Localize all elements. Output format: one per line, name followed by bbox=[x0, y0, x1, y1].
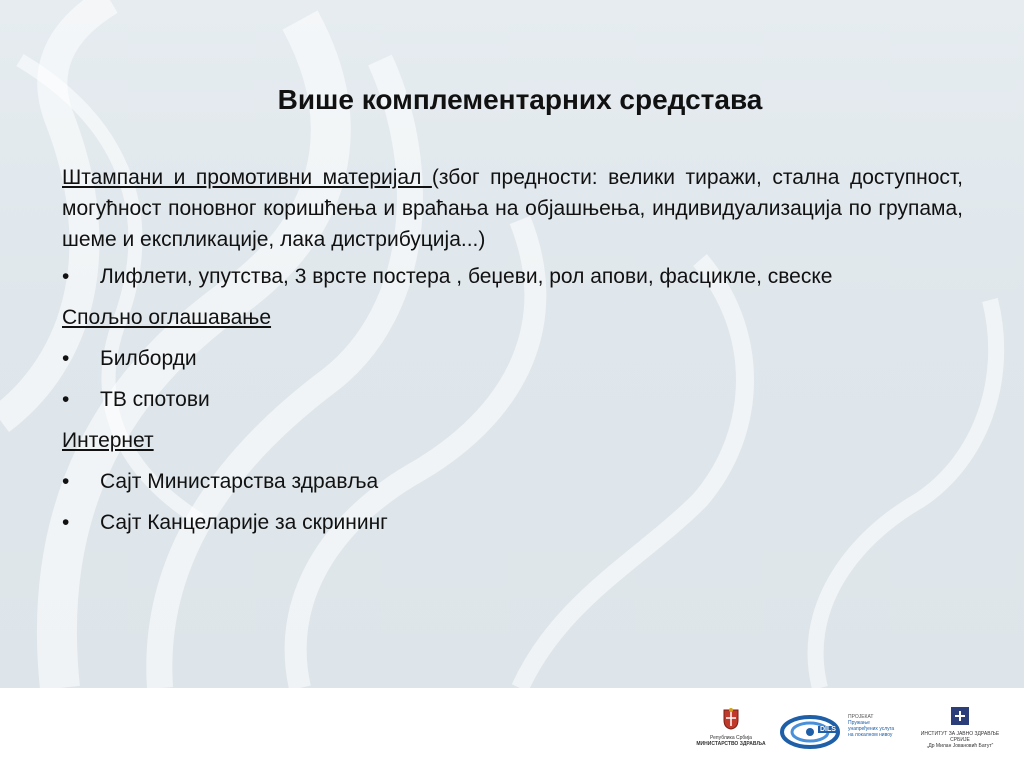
institute-text-line: ИНСТИТУТ ЗА ЈАВНО ЗДРАВЉЕ СРБИЈЕ bbox=[920, 731, 1000, 743]
slide-content bbox=[62, 162, 963, 548]
bullet-icon: • bbox=[62, 265, 70, 288]
dils-badge: DILS bbox=[820, 726, 836, 733]
list-item-text: Билборди bbox=[100, 347, 197, 370]
intro-paragraph bbox=[62, 162, 963, 255]
bullet-icon: • bbox=[62, 470, 70, 493]
ministry-logo bbox=[696, 708, 766, 747]
bullet-icon: • bbox=[62, 347, 70, 370]
institute-emblem-icon bbox=[920, 706, 1000, 726]
intro-rest: (због предности: велики тиражи, стална доступност, могућност поновног коришћења и враћања на објашњења, индивидуализација по групама, шеме и експликације, лака дистрибуција...) bbox=[62, 166, 964, 251]
list-item bbox=[62, 466, 963, 497]
list-item-text: Сајт Канцеларије за скрининг bbox=[100, 511, 388, 534]
slide-title: Више комплементарних средстава bbox=[277, 84, 763, 115]
list-item bbox=[62, 507, 963, 538]
section-heading-outdoor: Спољно оглашавање bbox=[62, 306, 272, 329]
dils-text-line: ПРОЈЕКАТ bbox=[848, 714, 874, 720]
institute-logo bbox=[920, 706, 1000, 749]
coat-of-arms-icon bbox=[696, 708, 766, 730]
dils-logo bbox=[780, 712, 910, 752]
bullet-icon: • bbox=[62, 511, 70, 534]
ministry-logo-line: Република Србија bbox=[710, 735, 752, 741]
list-item bbox=[62, 384, 963, 415]
dils-text-line: унапређених услуга bbox=[848, 726, 895, 732]
list-item-text: Сајт Министарства здравља bbox=[100, 470, 379, 493]
institute-text-line: „Др Милан Јовановић Батут“ bbox=[926, 743, 994, 749]
ministry-logo-line: МИНИСТАРСТВО ЗДРАВЉА bbox=[696, 741, 766, 747]
list-item-text: Лифлети, упутства, 3 врсте постера , беџеви, рол апови, фасцикле, свеске bbox=[100, 265, 833, 288]
bullet-icon: • bbox=[62, 388, 70, 411]
footer-logos bbox=[0, 688, 1024, 768]
dils-text-line: на локалном нивоу bbox=[848, 732, 893, 738]
section-heading-internet: Интернет bbox=[62, 429, 154, 452]
dils-text-line: Пружање bbox=[848, 720, 870, 726]
intro-underlined: Штампани и промотивни материјал bbox=[62, 166, 432, 189]
dils-text bbox=[848, 714, 910, 738]
list-item-text: ТВ спотови bbox=[100, 388, 210, 411]
list-item bbox=[62, 261, 963, 292]
list-item bbox=[62, 343, 963, 374]
